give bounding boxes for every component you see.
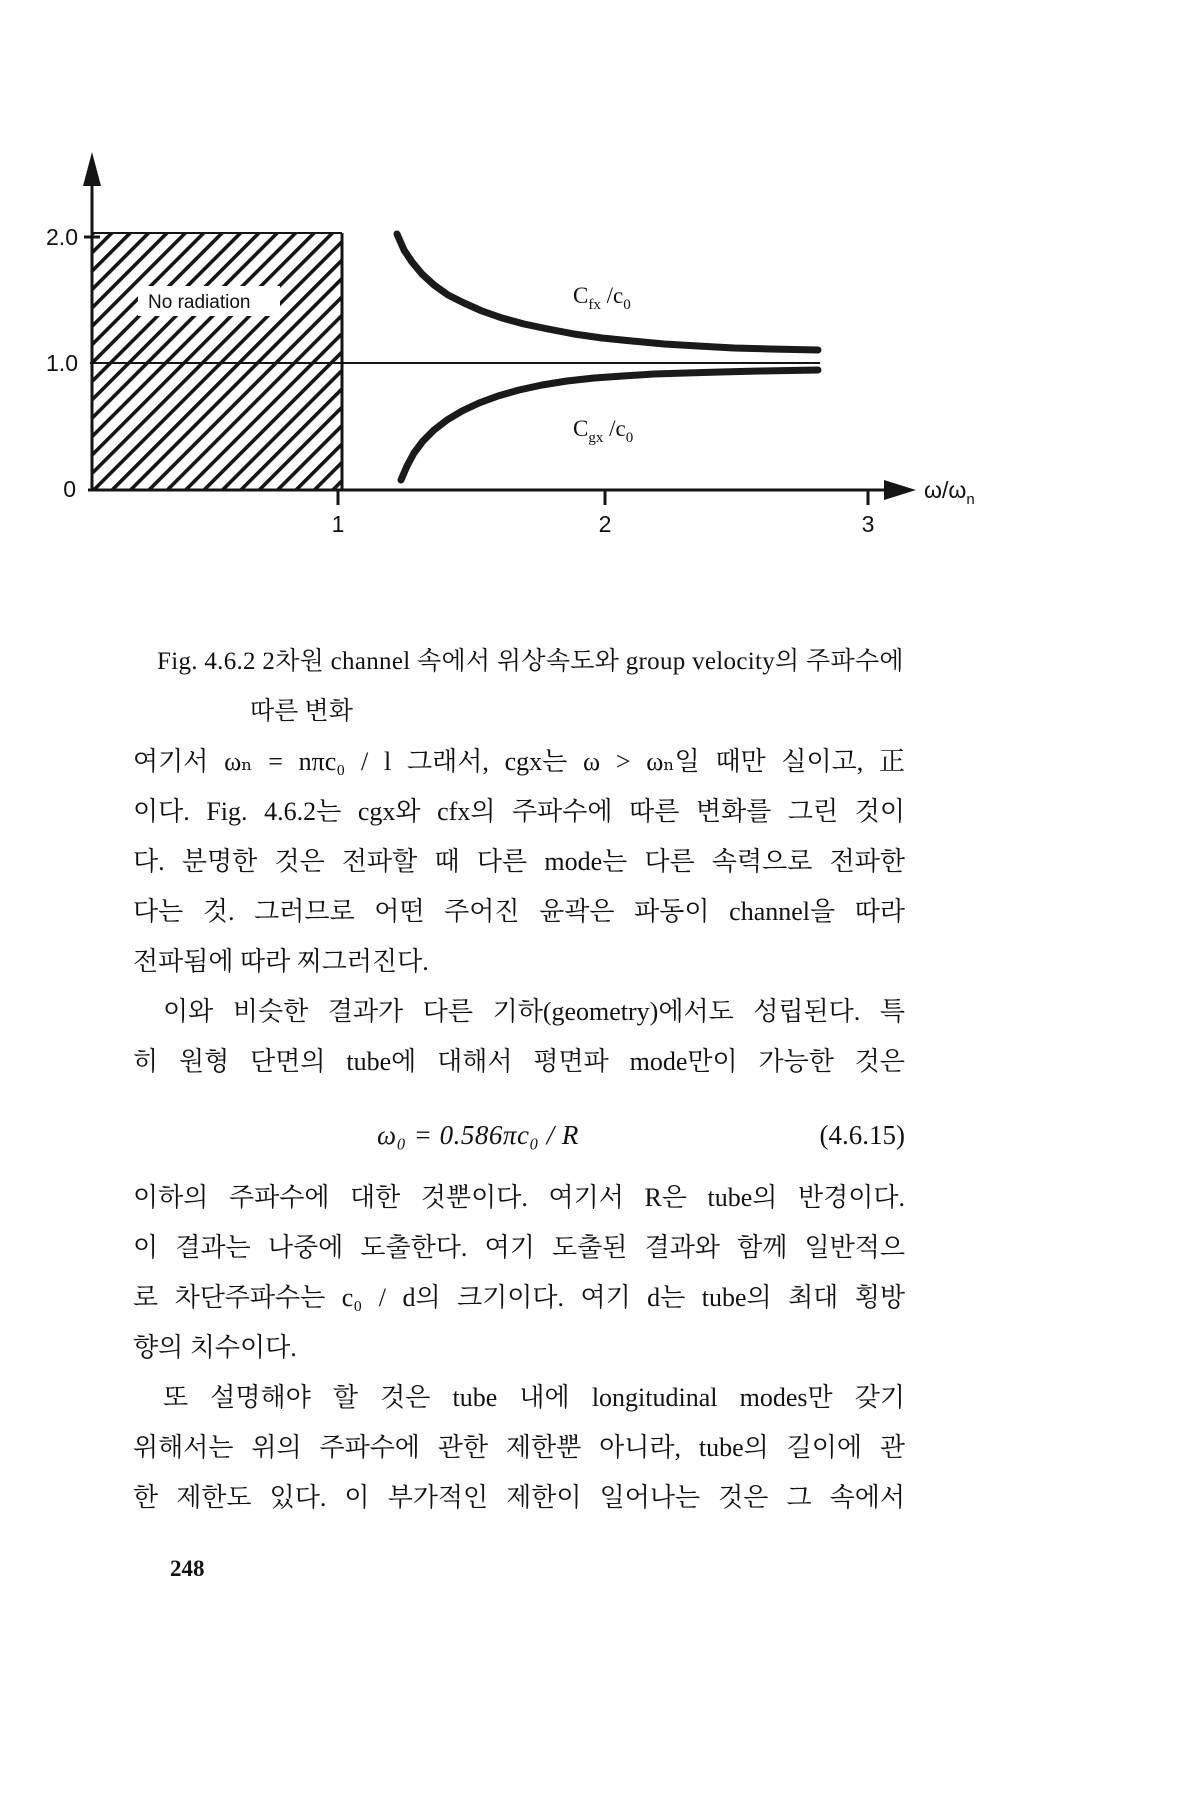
body-line: 한 제한도 있다. 이 부가적인 제한이 일어나는 것은 그 속에서 <box>133 1483 905 1512</box>
x-axis-label-sub: n <box>966 491 975 508</box>
body-line: 전파됨에 따라 찌그러진다. <box>133 947 429 976</box>
cfx-label-mid: /c <box>600 283 624 308</box>
cfx-label-sub: fx <box>588 297 601 313</box>
x-axis-arrowhead-icon <box>884 480 916 500</box>
cfx-label-base: C <box>573 283 589 308</box>
body-line: 향의 치수이다. <box>133 1333 297 1362</box>
y-tick-label-1: 1.0 <box>46 350 78 376</box>
body-line: 또 설명해야 할 것은 tube 내에 longitudinal modes만 갖기 <box>163 1383 905 1412</box>
no-radiation-region <box>92 233 342 490</box>
body-line: 이하의 주파수에 대한 것뿐이다. 여기서 R은 tube의 반경이다. <box>133 1183 905 1212</box>
body-line: 이 결과는 나중에 도출한다. 여기 도출된 결과와 함께 일반적으 <box>133 1233 905 1262</box>
body-line: 이다. Fig. 4.6.2는 cgx와 cfx의 주파수에 따른 변화를 그린 것이 <box>133 797 905 826</box>
body-text <box>133 737 905 1523</box>
figure-caption-line2: 따른 변화 <box>250 698 353 725</box>
x-axis-label <box>924 477 975 508</box>
equation-number: (4.6.15) <box>819 1120 905 1150</box>
body-line: 이와 비슷한 결과가 다른 기하(geometry)에서도 성립된다. 특 <box>163 997 905 1026</box>
body-line: 다. 분명한 것은 전파할 때 다른 mode는 다른 속력으로 전파한 <box>133 847 905 876</box>
y-tick-label-2: 2.0 <box>46 224 78 250</box>
equation-row <box>133 1097 905 1173</box>
body-line: 다는 것. 그러므로 어떤 주어진 윤곽은 파동이 channel을 따라 <box>133 897 905 926</box>
figure-chart <box>0 140 1000 560</box>
x-tick-label-3: 3 <box>861 511 875 537</box>
x-tick-label-2: 2 <box>598 511 612 537</box>
cgx-label-mid: /c <box>603 416 626 441</box>
cfx-curve-label <box>573 283 631 313</box>
figure-caption-line1: Fig. 4.6.2 2차원 channel 속에서 위상속도와 group velocity의 주파수에 <box>157 648 904 675</box>
x-tick-label-1: 1 <box>331 511 345 537</box>
y-tick-label-0: 0 <box>63 476 76 502</box>
body-line: 여기서 ωₙ = nπc₀ / l 그래서, cgx는 ω > ωₙ일 때만 실이고, 正 <box>133 747 905 776</box>
cgx-label-sub2: 0 <box>625 430 634 446</box>
body-line: 히 원형 단면의 tube에 대해서 평면파 mode만이 가능한 것은 <box>133 1047 905 1076</box>
page-number: 248 <box>170 1556 205 1581</box>
x-axis-label-main: ω/ω <box>924 477 967 503</box>
equation-expression: ω₀ = 0.586πc₀ / R <box>377 1120 579 1150</box>
cfx-label-sub2: 0 <box>623 297 631 313</box>
y-axis-arrowhead-icon <box>83 152 101 186</box>
cgx-label-sub: gx <box>588 430 604 446</box>
body-line: 위해서는 위의 주파수에 관한 제한뿐 아니라, tube의 길이에 관 <box>133 1433 905 1462</box>
cgx-curve-label <box>573 416 633 446</box>
no-radiation-label: No radiation <box>148 292 251 313</box>
cgx-label-base: C <box>573 416 589 441</box>
body-line: 로 차단주파수는 c₀ / d의 크기이다. 여기 d는 tube의 최대 횡방 <box>133 1283 905 1312</box>
